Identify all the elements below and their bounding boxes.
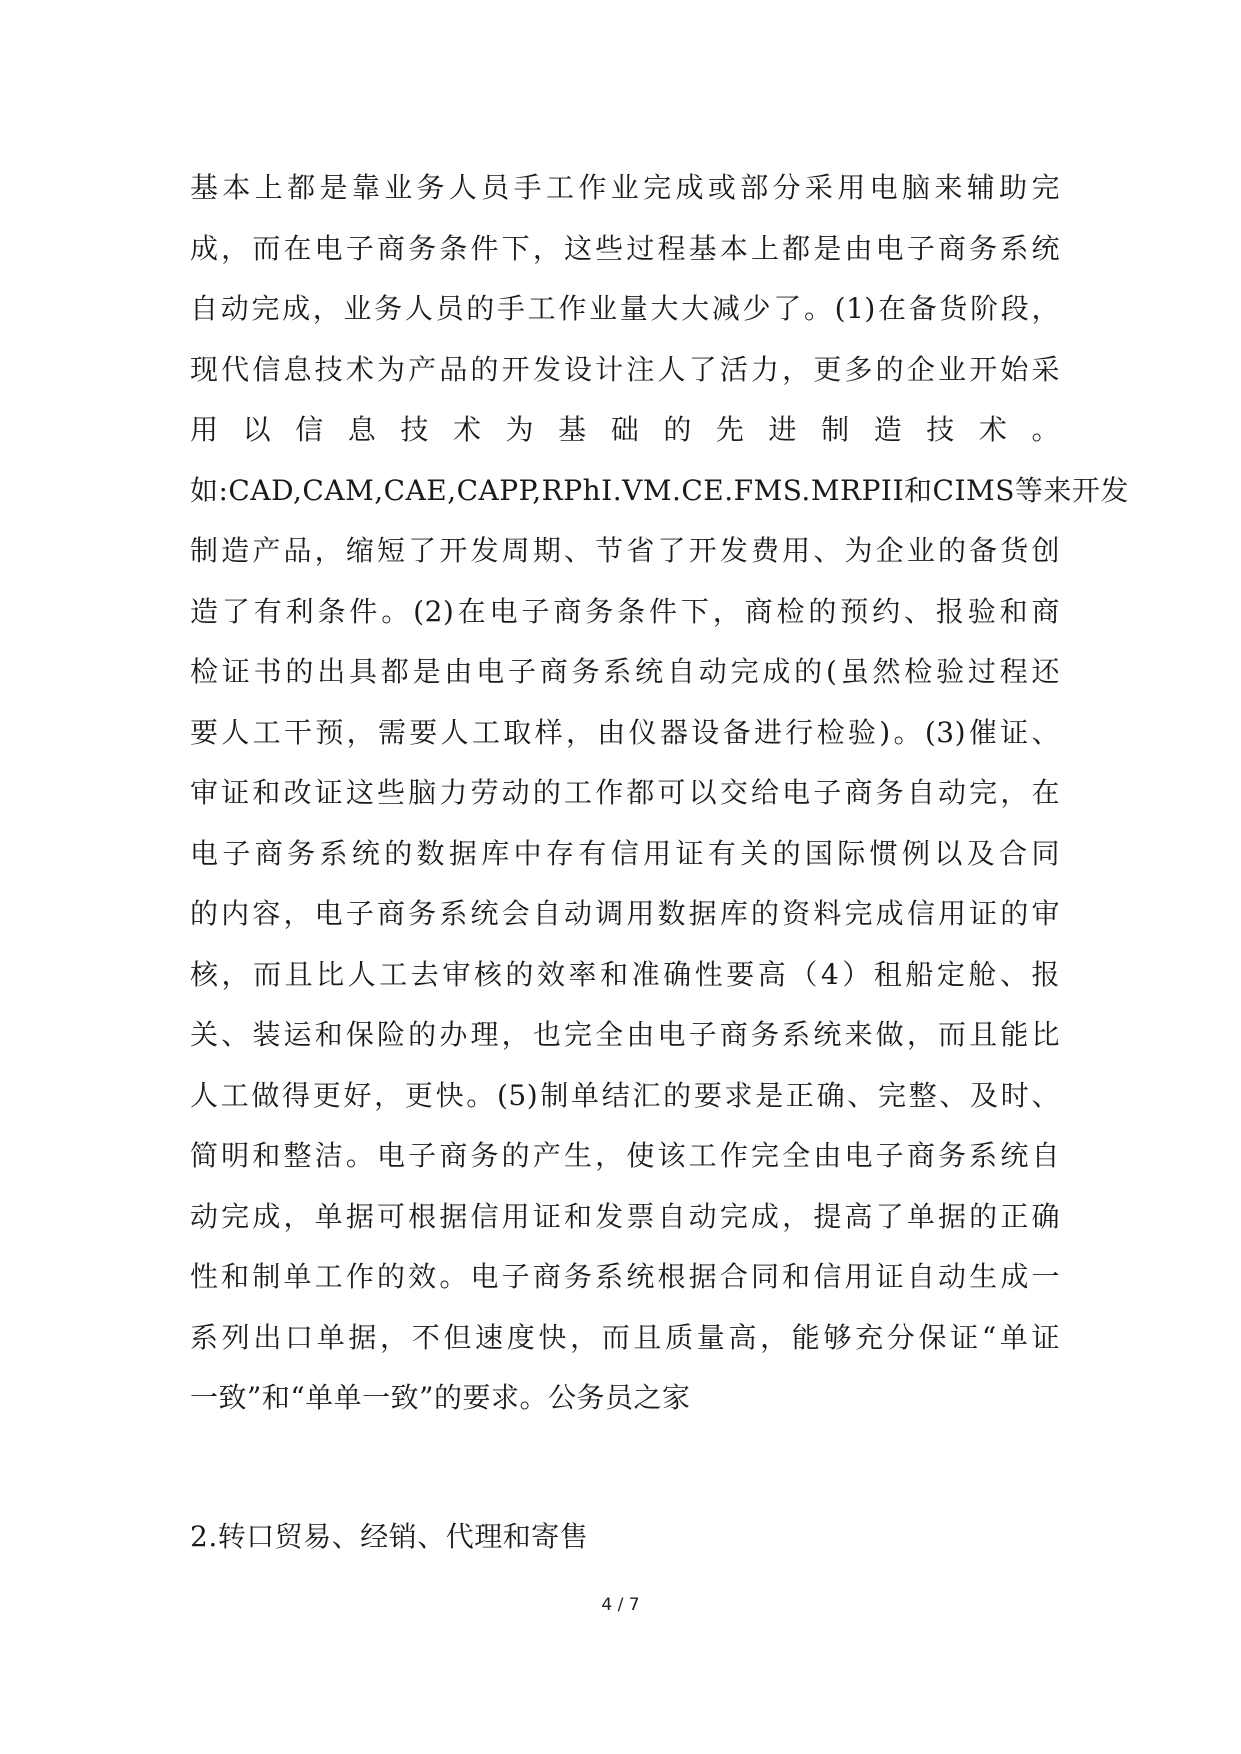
paragraph-line: 自动完成，业务人员的手工作业量大大减少了。(1)在备货阶段， (190, 292, 1060, 325)
paragraph-line: 造了有利条件。(2)在电子商务条件下，商检的预约、报验和商 (190, 594, 1060, 628)
paragraph-line: 人工做得更好，更快。(5)制单结汇的要求是正确、完整、及时、 (190, 1078, 1060, 1112)
paragraph-line: 性和制单工作的效。电子商务系统根据合同和信用证自动生成一 (190, 1260, 1060, 1293)
paragraph-line: 一致”和“单单一致”的要求。公务员之家 (190, 1381, 691, 1414)
paragraph-line: 关、装运和保险的办理，也完全由电子商务系统来做，而且能比 (190, 1018, 1060, 1051)
paragraph-line: 的内容，电子商务系统会自动调用数据库的资料完成信用证的审 (190, 897, 1060, 930)
paragraph-line: 检证书的出具都是由电子商务系统自动完成的(虽然检验过程还 (190, 655, 1060, 688)
paragraph-line: 要人工干预，需要人工取样，由仪器设备进行检验)。(3)催证、 (190, 715, 1060, 749)
paragraph-line: 如:CAD,CAM,CAE,CAPP,RPhI.VM.CE.FMS.MRPII和CIMS等来开发 (190, 473, 1129, 507)
paragraph-line: 系列出口单据，不但速度快，而且质量高，能够充分保证“单证 (190, 1320, 1060, 1354)
paragraph-line: 核，而且比人工去审核的效率和准确性要高（4）租船定舱、报 (190, 957, 1060, 991)
paragraph-line: 基本上都是靠业务人员手工作业完成或部分采用电脑来辅助完 (190, 171, 1060, 204)
paragraph-line: 用以信息技术为基础的先进制造技术。 (190, 413, 1060, 446)
paragraph-line: 成，而在电子商务条件下，这些过程基本上都是由电子商务系统 (190, 231, 1060, 265)
body-paragraph (190, 158, 1129, 1429)
section-heading: 2.转口贸易、经销、代理和寄售 (190, 1520, 589, 1553)
paragraph-line: 现代信息技术为产品的开发设计注人了活力，更多的企业开始采 (190, 352, 1060, 386)
paragraph-line: 制造产品，缩短了开发周期、节省了开发费用、为企业的备货创 (190, 534, 1060, 567)
paragraph-line: 简明和整洁。电子商务的产生，使该工作完全由电子商务系统自 (190, 1139, 1060, 1172)
paragraph-line: 电子商务系统的数据库中存有信用证有关的国际惯例以及合同 (190, 836, 1060, 870)
page-number: 4 / 7 (601, 1595, 640, 1615)
paragraph-line: 审证和改证这些脑力劳动的工作都可以交给电子商务自动完，在 (190, 776, 1060, 809)
paragraph-line: 动完成，单据可根据信用证和发票自动完成，提高了单据的正确 (190, 1199, 1060, 1233)
